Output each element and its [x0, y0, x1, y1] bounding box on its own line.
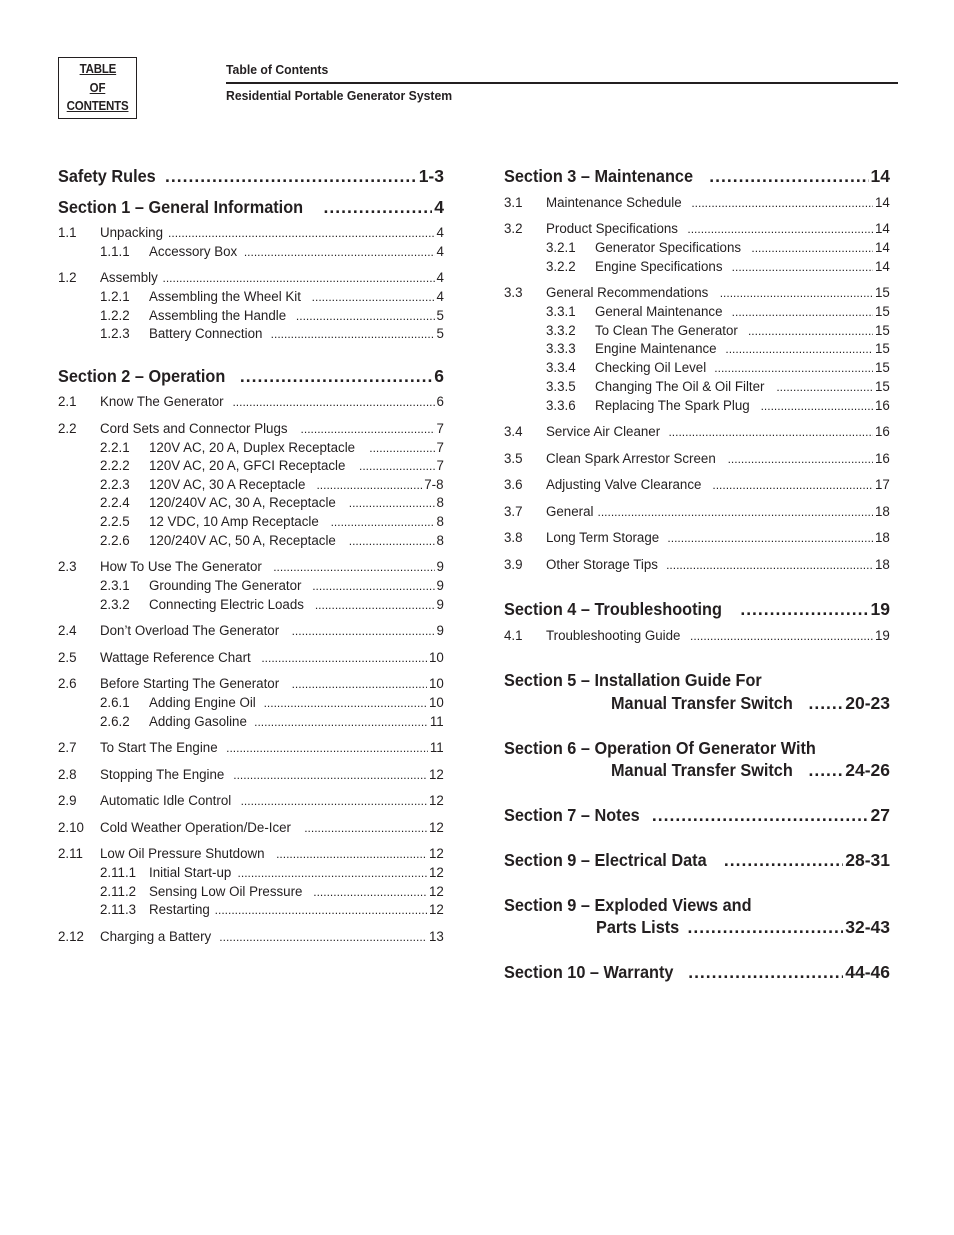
toc-entry[interactable] [100, 577, 444, 595]
dot-leader [292, 622, 436, 640]
toc-entry-page: 19 [875, 628, 890, 644]
toc-entry-label: Adding Engine Oil [149, 695, 256, 711]
dot-leader [687, 220, 873, 238]
toc-entry-number: 3.3.6 [546, 398, 576, 414]
toc-entry-page: 16 [875, 451, 890, 467]
dot-leader [369, 439, 435, 457]
toc-entry[interactable] [504, 284, 890, 302]
toc-entry-label: Service Air Cleaner [546, 424, 661, 440]
toc-entry-number: 2.3 [58, 559, 77, 575]
dot-leader [244, 243, 435, 261]
toc-entry-page: 7 [436, 458, 444, 474]
toc-entry-label: Before Starting The Generator [100, 676, 280, 692]
toc-entry-label: Assembling the Wheel Kit [149, 289, 301, 305]
toc-entry[interactable] [58, 269, 444, 287]
badge-line-2: OF [89, 80, 106, 95]
toc-entry-page: 11 [430, 740, 444, 756]
toc-entry-label: Adjusting Valve Clearance [546, 477, 702, 493]
toc-entry-label: Assembling the Handle [149, 308, 287, 324]
toc-entry-number: 1.1.1 [100, 244, 130, 260]
toc-section-6-line1[interactable]: Section 6 – Operation Of Generator With [504, 738, 816, 758]
toc-entry[interactable] [100, 901, 444, 919]
dot-leader [349, 532, 435, 550]
toc-entry-label: Long Term Storage [546, 530, 660, 546]
toc-entry-number: 2.1 [58, 394, 77, 410]
dot-leader [226, 739, 428, 757]
toc-entry-page: 5 [436, 326, 444, 342]
toc-entry[interactable] [100, 476, 444, 494]
toc-entry-number: 3.3.3 [546, 341, 576, 357]
page-title: Table of Contents [226, 62, 329, 77]
toc-entry-page: 4 [436, 244, 444, 260]
toc-entry[interactable] [546, 239, 890, 257]
toc-entry[interactable] [504, 476, 890, 494]
toc-entry-number: 2.6.1 [100, 695, 130, 711]
dot-leader [748, 322, 873, 340]
toc-entry[interactable] [58, 845, 444, 863]
badge-line-3: CONTENTS [66, 99, 129, 114]
toc-entry-label: 120V AC, 30 A Receptacle [149, 477, 306, 493]
toc-entry[interactable] [58, 928, 444, 946]
toc-entry[interactable] [100, 532, 444, 550]
dot-leader [163, 269, 436, 287]
toc-entry-number: 2.6 [58, 676, 77, 692]
toc-entry[interactable] [100, 307, 444, 325]
toc-entry-label: Generator Specifications [595, 240, 742, 256]
toc-entry[interactable] [58, 558, 444, 576]
toc-entry-page: 18 [875, 504, 890, 520]
dot-leader [232, 393, 435, 411]
dot-leader [312, 577, 435, 595]
toc-entry-number: 3.6 [504, 477, 523, 493]
dot-leader [313, 883, 427, 901]
toc-entry-label: General Recommendations [546, 285, 709, 301]
toc-entry[interactable] [58, 649, 444, 667]
toc-entry-number: 3.3.2 [546, 323, 576, 339]
toc-entry[interactable] [100, 288, 444, 306]
toc-entry[interactable] [504, 220, 890, 238]
toc-entry-number: 2.3.1 [100, 578, 130, 594]
dot-leader [732, 303, 874, 321]
toc-entry-page: 7 [436, 440, 444, 456]
dot-leader [233, 766, 427, 784]
toc-entry-label: Cold Weather Operation/De-Icer [100, 820, 291, 836]
toc-entry-number: 2.12 [58, 929, 84, 945]
toc-entry[interactable] [100, 513, 444, 531]
dot-leader [292, 675, 428, 693]
dot-leader [761, 397, 874, 415]
toc-entry-number: 1.1 [58, 225, 77, 241]
toc-entry-number: 3.9 [504, 557, 523, 573]
toc-entry[interactable] [546, 322, 890, 340]
toc-entry-page: 15 [875, 285, 890, 301]
toc-entry-number: 2.2 [58, 421, 77, 437]
toc-entry-page: 12 [429, 820, 444, 836]
toc-entry[interactable] [100, 596, 444, 614]
toc-entry[interactable] [546, 340, 890, 358]
toc-entry[interactable] [504, 194, 890, 212]
dot-leader [301, 420, 436, 438]
toc-entry-page: 4 [436, 225, 444, 241]
toc-entry-number: 3.2.2 [546, 259, 576, 275]
toc-entry-number: 3.3.4 [546, 360, 576, 376]
toc-entry[interactable] [504, 450, 890, 468]
dot-leader [751, 239, 873, 257]
dot-leader [315, 596, 435, 614]
toc-entry-label: 12 VDC, 10 Amp Receptacle [149, 514, 319, 530]
dot-leader [714, 359, 873, 377]
toc-entry-label: Grounding The Generator [149, 578, 302, 594]
toc-entry-number: 2.11.1 [100, 865, 137, 881]
toc-entry-label: Product Specifications [546, 221, 678, 237]
dot-leader [597, 503, 873, 521]
dot-leader [304, 819, 427, 837]
dot-leader [349, 494, 435, 512]
toc-entry-label: Other Storage Tips [546, 557, 658, 573]
toc-entry-page: 15 [875, 360, 890, 376]
toc-section-4[interactable]: Section 4 – Troubleshooting ..... 19 [504, 598, 890, 620]
toc-entry[interactable] [58, 819, 444, 837]
toc-entry-label: Replacing The Spark Plug [595, 398, 750, 414]
toc-section-5-line2[interactable]: Manual Transfer Switch ..... 20-23 [611, 692, 890, 714]
toc-entry-number: 2.11.3 [100, 902, 137, 918]
toc-entry-page: 9 [436, 559, 444, 575]
toc-entry-label: General Maintenance [595, 304, 723, 320]
toc-entry[interactable] [504, 423, 890, 441]
toc-entry-label: 120V AC, 20 A, GFCI Receptacle [149, 458, 346, 474]
toc-entry-number: 2.2.2 [100, 458, 130, 474]
dot-leader [316, 476, 422, 494]
toc-entry-label: Checking Oil Level [595, 360, 707, 376]
toc-entry-number: 2.2.3 [100, 477, 130, 493]
toc-entry-label: General [546, 504, 594, 520]
dot-leader [667, 529, 873, 547]
toc-entry-number: 3.3.5 [546, 379, 576, 395]
toc-entry-number: 3.2 [504, 221, 523, 237]
toc-entry-number: 3.3 [504, 285, 523, 301]
toc-entry-number: 2.8 [58, 767, 77, 783]
toc-entry[interactable] [546, 378, 890, 396]
dot-leader [668, 423, 873, 441]
dot-leader [691, 194, 873, 212]
toc-entry-number: 2.2.1 [100, 440, 130, 456]
toc-entry-page: 7 [436, 421, 444, 437]
toc-entry-number: 1.2.2 [100, 308, 130, 324]
toc-entry-page: 12 [429, 865, 444, 881]
toc-entry[interactable] [100, 694, 444, 712]
toc-entry-label: Initial Start-up [149, 865, 232, 881]
toc-entry-page: 16 [875, 424, 890, 440]
toc-entry-page: 11 [430, 714, 444, 730]
toc-entry-label: Engine Maintenance [595, 341, 717, 357]
toc-entry-label: Assembly [100, 270, 158, 286]
toc-entry-page: 4 [436, 289, 444, 305]
toc-section-2[interactable]: Section 2 – Operation ..... 6 [58, 365, 444, 387]
toc-entry-page: 8 [436, 514, 444, 530]
toc-entry[interactable] [58, 224, 444, 242]
toc-entry-label: Accessory Box [149, 244, 238, 260]
toc-entry-page: 6 [436, 394, 444, 410]
toc-entry-number: 2.2.5 [100, 514, 130, 530]
toc-entry-page: 18 [875, 557, 890, 573]
dot-leader [273, 558, 435, 576]
dot-leader [219, 928, 427, 946]
toc-entry[interactable] [100, 883, 444, 901]
toc-entry[interactable] [58, 675, 444, 693]
toc-entry-page: 9 [436, 623, 444, 639]
toc-entry-number: 2.7 [58, 740, 77, 756]
toc-entry[interactable] [546, 359, 890, 377]
toc-section-1[interactable]: Section 1 – General Information ..... 4 [58, 196, 444, 218]
toc-entry-page: 14 [875, 221, 890, 237]
toc-section-3[interactable]: Section 3 – Maintenance ..... 14 [504, 165, 890, 187]
toc-entry-label: Sensing Low Oil Pressure [149, 884, 303, 900]
toc-entry-page: 13 [429, 929, 444, 945]
toc-entry-label: To Start The Engine [100, 740, 218, 756]
toc-section-9-exploded-line1[interactable]: Section 9 – Exploded Views and [504, 895, 752, 915]
toc-entry-number: 4.1 [504, 628, 523, 644]
dot-leader [215, 901, 428, 919]
badge-line-1: TABLE [79, 62, 116, 77]
dot-leader [666, 556, 873, 574]
toc-entry-number: 2.2.4 [100, 495, 130, 511]
toc-entry[interactable] [546, 303, 890, 321]
toc-entry[interactable] [58, 420, 444, 438]
toc-section-9-exploded-line2[interactable]: Parts Lists ..... 32-43 [596, 916, 890, 938]
toc-entry-number: 1.2.1 [100, 289, 130, 305]
toc-entry[interactable] [100, 713, 444, 731]
toc-entry-page: 12 [429, 846, 444, 862]
dot-leader [254, 713, 428, 731]
toc-entry-label: Clean Spark Arrestor Screen [546, 451, 716, 467]
toc-entry-number: 2.5 [58, 650, 77, 666]
toc-entry-label: 120V AC, 20 A, Duplex Receptacle [149, 440, 356, 456]
dot-leader [732, 258, 874, 276]
toc-entry[interactable] [100, 243, 444, 261]
toc-entry[interactable] [100, 325, 444, 343]
toc-entry-page: 10 [429, 650, 444, 666]
toc-entry[interactable] [504, 627, 890, 645]
dot-leader [264, 694, 428, 712]
toc-entry-label: Don’t Overload The Generator [100, 623, 280, 639]
page-subtitle: Residential Portable Generator System [226, 88, 453, 103]
toc-entry-page: 9 [436, 578, 444, 594]
toc-entry-number: 3.8 [504, 530, 523, 546]
dot-leader [331, 513, 436, 531]
dot-leader [238, 864, 428, 882]
toc-entry-page: 15 [875, 323, 890, 339]
toc-entry-label: Maintenance Schedule [546, 195, 682, 211]
toc-entry-page: 12 [429, 767, 444, 783]
toc-entry-number: 2.2.6 [100, 533, 130, 549]
toc-entry-page: 15 [875, 304, 890, 320]
dot-leader [241, 792, 428, 810]
toc-entry[interactable] [100, 864, 444, 882]
toc-entry-page: 12 [429, 902, 444, 918]
toc-entry-label: Adding Gasoline [149, 714, 247, 730]
header-divider [226, 82, 898, 84]
dot-leader [261, 649, 427, 667]
toc-entry-page: 7-8 [424, 477, 444, 493]
dot-leader [312, 288, 435, 306]
toc-entry[interactable] [100, 457, 444, 475]
toc-entry[interactable] [100, 494, 444, 512]
toc-entry-page: 14 [875, 195, 890, 211]
toc-entry-label: Restarting [149, 902, 210, 918]
dot-leader [168, 224, 435, 242]
toc-entry-label: Unpacking [100, 225, 164, 241]
toc-entry-page: 14 [875, 259, 890, 275]
toc-entry-number: 1.2 [58, 270, 77, 286]
toc-entry-number: 3.2.1 [546, 240, 576, 256]
toc-entry-label: Cord Sets and Connector Plugs [100, 421, 288, 437]
toc-entry-number: 2.11 [58, 846, 83, 862]
toc-entry-label: Troubleshooting Guide [546, 628, 681, 644]
dot-leader [276, 845, 427, 863]
dot-leader [296, 307, 435, 325]
toc-entry-number: 1.2.3 [100, 326, 130, 342]
toc-entry-label: Charging a Battery [100, 929, 212, 945]
toc-section-5-line1[interactable]: Section 5 – Installation Guide For [504, 670, 762, 690]
toc-entry[interactable] [504, 529, 890, 547]
dot-leader [271, 325, 435, 343]
toc-entry-page: 12 [429, 884, 444, 900]
toc-entry-page: 18 [875, 530, 890, 546]
dot-leader [725, 340, 873, 358]
toc-entry-page: 8 [436, 533, 444, 549]
toc-entry-number: 3.3.1 [546, 304, 576, 320]
toc-entry-label: Stopping The Engine [100, 767, 225, 783]
toc-entry-label: Connecting Electric Loads [149, 597, 304, 613]
toc-section-10[interactable]: Section 10 – Warranty ..... 44-46 [504, 961, 890, 983]
toc-entry-page: 4 [436, 270, 444, 286]
toc-entry-page: 10 [429, 676, 444, 692]
toc-entry[interactable] [58, 792, 444, 810]
dot-leader [690, 627, 873, 645]
toc-entry-page: 15 [875, 379, 890, 395]
toc-entry[interactable] [546, 258, 890, 276]
dot-leader [720, 284, 874, 302]
toc-entry-number: 3.7 [504, 504, 523, 520]
toc-entry-number: 2.4 [58, 623, 77, 639]
toc-entry-label: Automatic Idle Control [100, 793, 232, 809]
toc-entry[interactable] [58, 739, 444, 757]
toc-section-7[interactable]: Section 7 – Notes ..... 27 [504, 804, 890, 826]
toc-entry-label: Low Oil Pressure Shutdown [100, 846, 265, 862]
toc-entry[interactable] [100, 439, 444, 457]
toc-entry[interactable] [58, 622, 444, 640]
toc-entry-label: How To Use The Generator [100, 559, 262, 575]
toc-entry-number: 3.5 [504, 451, 523, 467]
toc-entry-label: Battery Connection [149, 326, 263, 342]
toc-entry-number: 2.11.2 [100, 884, 137, 900]
toc-entry[interactable] [504, 556, 890, 574]
toc-entry-number: 2.10 [58, 820, 84, 836]
toc-entry-number: 2.9 [58, 793, 77, 809]
toc-entry[interactable] [58, 393, 444, 411]
toc-entry[interactable] [504, 503, 890, 521]
toc-entry-page: 5 [436, 308, 444, 324]
toc-entry-label: Wattage Reference Chart [100, 650, 251, 666]
toc-entry-page: 15 [875, 341, 890, 357]
toc-entry-label: 120/240V AC, 30 A, Receptacle [149, 495, 336, 511]
toc-entry-page: 8 [436, 495, 444, 511]
toc-entry-number: 2.3.2 [100, 597, 130, 613]
toc-entry-label: 120/240V AC, 50 A, Receptacle [149, 533, 336, 549]
toc-entry-label: Changing The Oil & Oil Filter [595, 379, 765, 395]
toc-entry-page: 16 [875, 398, 890, 414]
toc-section-9-electrical[interactable]: Section 9 – Electrical Data ..... 28-31 [504, 849, 890, 871]
toc-entry-page: 14 [875, 240, 890, 256]
dot-leader [728, 450, 874, 468]
toc-section-safety[interactable]: Safety Rules ..... 1-3 [58, 165, 444, 187]
toc-entry-page: 10 [429, 695, 444, 711]
toc-entry-label: Engine Specifications [595, 259, 723, 275]
toc-section-6-line2[interactable]: Manual Transfer Switch ..... 24-26 [611, 759, 890, 781]
toc-entry-label: To Clean The Generator [595, 323, 738, 339]
toc-entry-number: 2.6.2 [100, 714, 130, 730]
dot-leader [776, 378, 873, 396]
toc-entry-page: 9 [436, 597, 444, 613]
toc-entry-page: 12 [429, 793, 444, 809]
dot-leader [359, 457, 435, 475]
toc-entry[interactable] [546, 397, 890, 415]
toc-entry-label: Know The Generator [100, 394, 224, 410]
table-of-contents-badge [58, 57, 137, 119]
toc-entry-page: 17 [875, 477, 890, 493]
toc-entry-number: 3.4 [504, 424, 523, 440]
dot-leader [712, 476, 873, 494]
toc-entry-number: 3.1 [504, 195, 523, 211]
toc-entry[interactable] [58, 766, 444, 784]
